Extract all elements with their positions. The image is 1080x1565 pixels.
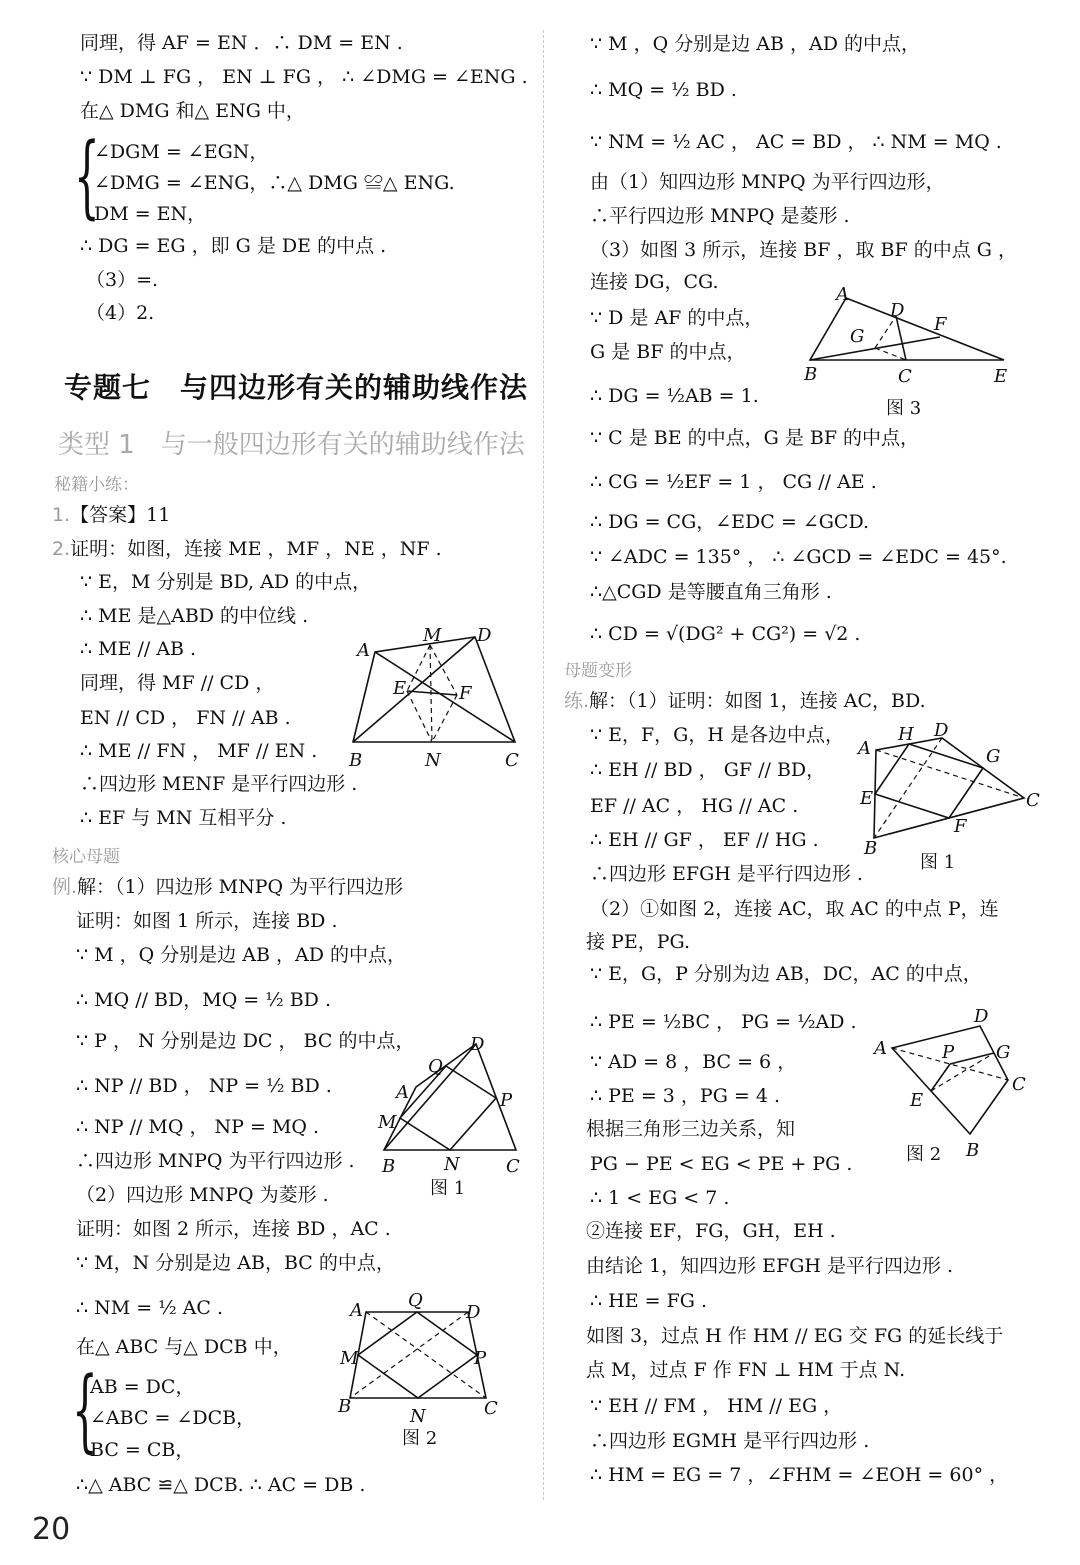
question-1 — [52, 503, 170, 527]
system-brace: { — [72, 1358, 98, 1463]
point-label: N — [444, 1154, 460, 1175]
point-label: E — [994, 366, 1008, 387]
text-line: （2）四边形 MNPQ 为菱形 . — [76, 1184, 329, 1206]
text-line: ∵ E，G，P 分别为边 AB，DC，AC 的中点， — [590, 963, 982, 985]
section-label-variant: 母题变形 — [564, 661, 632, 681]
text-line: 证明：如图，连接 ME ，MF ，NE ，NF . — [70, 538, 442, 560]
text-line: EF // AC ， HG // AC . — [590, 795, 799, 817]
text-line: 解：（1）四边形 MNPQ 为平行四边形 — [77, 876, 404, 898]
text-line: ∵ NM = ½ AC ， AC = BD ， ∴ NM = MQ . — [590, 131, 1002, 153]
text-line: （3）=. — [86, 269, 159, 291]
text-line: 解：（1）证明：如图 1，连接 AC，BD. — [589, 690, 926, 712]
figure-caption: 图 2 — [402, 1428, 438, 1449]
text-line: ∴ DG = EG ，即 G 是 DE 的中点 . — [80, 235, 387, 257]
point-label: G — [986, 746, 1001, 767]
point-label: D — [470, 1034, 485, 1055]
text-line: 接 PE，PG. — [586, 931, 691, 953]
text-line: ∵ AD = 8 ，BC = 6 ， — [590, 1051, 797, 1073]
text-line: ∴ EH // GF ， EF // HG . — [590, 829, 819, 851]
figure-caption: 图 3 — [886, 398, 922, 419]
column-divider — [543, 30, 544, 1500]
text-line: ②连接 EF，FG，GH，EH . — [586, 1220, 836, 1242]
example-head — [52, 875, 403, 899]
practice-number: 练. — [564, 690, 590, 712]
text-line: ∴ EF 与 MN 互相平分 . — [80, 807, 287, 829]
point-label: M — [423, 625, 442, 646]
point-label: A — [836, 284, 849, 305]
text-line: 由结论 1，知四边形 EFGH 是平行四边形 . — [586, 1255, 954, 1277]
point-label: Q — [428, 1056, 443, 1077]
text-line: ∴ HE = FG . — [590, 1290, 708, 1312]
text-line: 点 M，过点 F 作 FN ⊥ HM 于点 N. — [586, 1359, 906, 1381]
point-label: A — [396, 1082, 409, 1103]
point-label: D — [477, 625, 492, 646]
text-line: （2）①如图 2，连接 AC，取 AC 的中点 P，连 — [590, 898, 999, 920]
text-line: 证明：如图 1 所示，连接 BD . — [76, 910, 338, 932]
text-line: ∠ABC = ∠DCB， — [90, 1407, 256, 1429]
text-line: 根据三角形三边关系，知 — [586, 1118, 796, 1140]
text-line: ∴ NP // BD ， NP = ½ BD . — [76, 1075, 332, 1097]
text-line: ∴△CGD 是等腰直角三角形 . — [590, 581, 832, 603]
point-label: B — [349, 750, 363, 771]
text-line: DM = EN， — [94, 203, 207, 225]
text-line: 同理，得 MF // CD ， — [80, 672, 275, 694]
type-title: 类型 1 与一般四边形有关的辅助线作法 — [58, 430, 525, 460]
text-line: ∵ M，N 分别是边 AB，BC 的中点， — [76, 1252, 395, 1274]
text-line: ∴平行四边形 MNPQ 是菱形 . — [590, 205, 850, 227]
system-brace: { — [74, 124, 100, 229]
point-label: Q — [408, 1290, 423, 1311]
point-label: F — [934, 314, 947, 335]
page-number: 20 — [32, 1512, 71, 1547]
text-line: BC = CB， — [90, 1439, 195, 1461]
text-line: ∵ M ，Q 分别是边 AB ，AD 的中点， — [76, 944, 406, 966]
point-label: C — [1012, 1074, 1026, 1095]
example-figure-2 — [336, 1288, 511, 1453]
point-label: B — [966, 1140, 980, 1161]
point-label: E — [393, 678, 407, 699]
text-line: ∴ MQ // BD，MQ = ½ BD . — [76, 989, 331, 1011]
text-line: ∴ 1 < EG < 7 . — [590, 1187, 730, 1209]
text-line: ∴ EH // BD ， GF // BD， — [590, 759, 826, 781]
point-label: N — [410, 1406, 426, 1427]
text-line: PG − PE < EG < PE + PG . — [590, 1153, 853, 1175]
text-line: ∴ PE = ½BC ， PG = ½AD . — [590, 1011, 857, 1033]
practice-figure-1 — [854, 718, 1044, 878]
quadrilateral-figure-q2 — [345, 622, 535, 772]
example-figure-1 — [376, 1032, 536, 1202]
point-label: B — [338, 1396, 352, 1417]
text-line: ∴ ME 是△ABD 的中位线 . — [80, 605, 309, 627]
text-line: （4）2. — [86, 302, 155, 324]
text-line: ∵ D 是 AF 的中点， — [590, 307, 764, 329]
text-line: ∴ ME // AB . — [80, 638, 197, 660]
text-line: ∴ ME // FN ， MF // EN . — [80, 740, 318, 762]
figure-caption: 图 2 — [906, 1144, 942, 1165]
point-label: A — [874, 1038, 887, 1059]
text-line: ∴△ ABC ≌△ DCB. ∴ AC = DB . — [76, 1474, 366, 1496]
practice-head — [564, 689, 926, 713]
point-label: B — [864, 838, 878, 859]
text-line: ∴四边形 EGMH 是平行四边形 . — [590, 1430, 870, 1452]
text-line: ∴ NM = ½ AC . — [76, 1297, 223, 1319]
point-label: D — [890, 300, 905, 321]
text-line: ∴ PE = 3 ，PG = 4 . — [590, 1085, 781, 1107]
text-line: ∵ DM ⊥ FG ， EN ⊥ FG ， ∴ ∠DMG = ∠ENG . — [80, 66, 528, 88]
point-label: M — [340, 1348, 359, 1369]
point-label: H — [898, 724, 914, 745]
text-line: ∵ EH // FM ， HM // EG ， — [590, 1395, 843, 1417]
point-label: E — [860, 788, 874, 809]
text-line: 在△ DMG 和△ ENG 中， — [80, 100, 305, 122]
point-label: C — [1026, 790, 1040, 811]
point-label: M — [378, 1112, 397, 1133]
point-label: D — [934, 720, 949, 741]
point-label: P — [474, 1348, 487, 1369]
text-line: ∴四边形 MENF 是平行四边形 . — [80, 773, 358, 795]
question-number: 2. — [52, 538, 71, 560]
point-label: D — [466, 1302, 481, 1323]
point-label: F — [954, 816, 967, 837]
point-label: G — [850, 326, 865, 347]
point-label: C — [505, 750, 519, 771]
text-line: 如图 3，过点 H 作 HM // EG 交 FG 的延长线于 — [586, 1325, 1004, 1347]
text-line: 连接 DG，CG. — [590, 271, 719, 293]
text-line: EN // CD ， FN // AB . — [80, 707, 291, 729]
text-line: ∠DGM = ∠EGN， — [94, 141, 269, 163]
text-line: （3）如图 3 所示，连接 BF ，取 BF 的中点 G ， — [590, 239, 1017, 261]
text-line: ∴四边形 MNPQ 为平行四边形 . — [76, 1150, 355, 1172]
figure-caption: 图 1 — [430, 1178, 466, 1199]
text-line: 同理，得 AF = EN ．∴ DM = EN . — [80, 32, 403, 54]
point-label: A — [357, 640, 370, 661]
point-label: F — [459, 683, 472, 704]
text-line: ∵ P ， N 分别是边 DC ， BC 的中点， — [76, 1030, 415, 1052]
figure-3 — [804, 282, 1016, 420]
text-line: 证明：如图 2 所示，连接 BD ，AC . — [76, 1218, 391, 1240]
text-line: AB = DC， — [90, 1376, 195, 1398]
question-2-head — [52, 537, 442, 561]
text-line: G 是 BF 的中点， — [590, 341, 746, 363]
text-line: ∵ M ，Q 分别是边 AB ，AD 的中点， — [590, 33, 920, 55]
point-label: C — [506, 1156, 520, 1177]
point-label: P — [500, 1090, 513, 1111]
text-line: ∴ DG = CG，∠EDC = ∠GCD. — [590, 511, 870, 533]
point-label: A — [350, 1300, 363, 1321]
point-label: D — [974, 1006, 989, 1027]
practice-figure-2 — [868, 1008, 1038, 1168]
point-label: P — [942, 1042, 955, 1063]
text-line: ∴四边形 EFGH 是平行四边形 . — [590, 863, 863, 885]
section-label-practice: 秘籍小练： — [54, 475, 139, 495]
point-label: N — [425, 750, 441, 771]
point-label: B — [382, 1156, 396, 1177]
question-answer: 【答案】11 — [70, 504, 171, 526]
example-number: 例. — [52, 876, 78, 898]
text-line: ∵ ∠ADC = 135° ， ∴ ∠GCD = ∠EDC = 45°. — [590, 546, 1007, 568]
text-line: ∴ CD = √(DG² + CG²) = √2 . — [590, 623, 861, 645]
text-line: ∴ CG = ½EF = 1 ， CG // AE . — [590, 471, 877, 493]
point-label: E — [910, 1090, 924, 1111]
text-line: 在△ ABC 与△ DCB 中， — [76, 1336, 292, 1358]
text-line: ∴ NP // MQ ， NP = MQ . — [76, 1116, 320, 1138]
point-label: G — [996, 1042, 1011, 1063]
text-line: ∴ MQ = ½ BD . — [590, 79, 737, 101]
figure-caption: 图 1 — [920, 852, 956, 873]
point-label: B — [804, 364, 818, 385]
point-label: C — [898, 366, 912, 387]
question-number: 1. — [52, 504, 71, 526]
text-line: ∴ DG = ½AB = 1. — [590, 385, 759, 407]
point-label: A — [858, 738, 871, 759]
text-line: ∴ HM = EG = 7 ，∠FHM = ∠EOH = 60° ， — [590, 1464, 1009, 1486]
text-line: ∵ E，F，G，H 是各边中点， — [590, 724, 844, 746]
topic-title: 专题七 与四边形有关的辅助线作法 — [64, 371, 529, 404]
point-label: C — [484, 1398, 498, 1419]
text-line: 由（1）知四边形 MNPQ 为平行四边形， — [590, 171, 945, 193]
text-line: ∠DMG = ∠ENG，∴△ DMG ≌△ ENG. — [94, 172, 455, 194]
section-label-core: 核心母题 — [52, 847, 120, 867]
text-line: ∵ C 是 BE 的中点，G 是 BF 的中点， — [590, 427, 920, 449]
text-line: ∵ E，M 分别是 BD, AD 的中点， — [80, 571, 372, 593]
